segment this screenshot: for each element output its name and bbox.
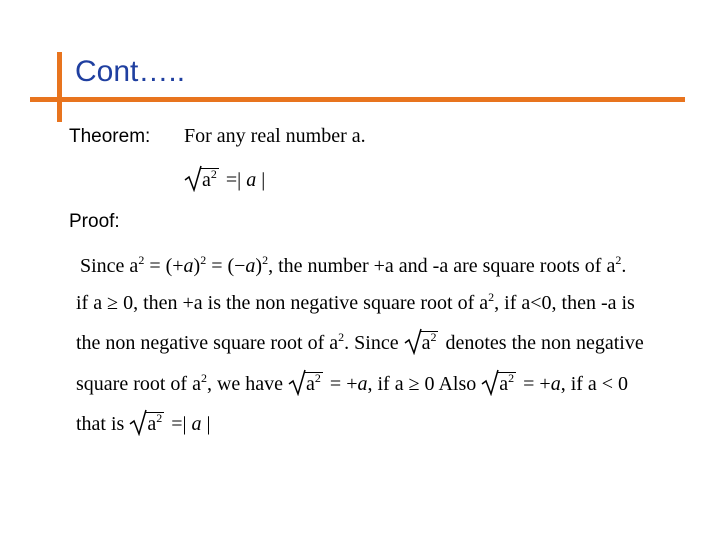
proof-label: Proof: <box>69 211 120 232</box>
text: . Since <box>344 332 404 354</box>
theorem-formula <box>184 168 265 192</box>
text: = + <box>518 373 551 395</box>
text: , if a ≥ 0 Also <box>367 373 482 395</box>
text: square root of a <box>76 373 201 395</box>
text: = (+ <box>144 255 184 277</box>
exponent: 2 <box>200 371 207 385</box>
text: , if a < 0 <box>560 373 629 395</box>
exponent: 2 <box>262 253 269 267</box>
accent-horizontal-bar <box>30 97 685 102</box>
theorem-close: | <box>261 169 266 191</box>
sqrt-symbol <box>481 372 516 396</box>
exponent: 2 <box>508 371 515 385</box>
text: denotes the non negative <box>440 332 644 354</box>
sqrt-symbol <box>288 372 323 396</box>
theorem-equals: =| <box>225 169 242 191</box>
theorem-label: Theorem: <box>69 126 151 147</box>
text: , the number +a and -a are square roots of a <box>268 255 616 277</box>
theorem-exponent: 2 <box>210 167 217 181</box>
text: = (− <box>206 255 246 277</box>
exponent: 2 <box>430 330 437 344</box>
theorem-rhs: a <box>246 169 257 191</box>
text: the non negative square root of a <box>76 332 339 354</box>
exponent: 2 <box>615 253 622 267</box>
variable: a <box>191 413 202 435</box>
text: ) <box>193 255 201 277</box>
exponent: 2 <box>488 290 495 304</box>
variable: a <box>550 373 561 395</box>
text: if a ≥ 0, then +a is the non negative square root of a <box>76 292 489 314</box>
sqrt-symbol <box>184 168 219 192</box>
sqrt-symbol <box>404 331 439 355</box>
text: that is <box>76 413 130 435</box>
radicand: a <box>499 373 509 395</box>
radicand: a <box>147 413 157 435</box>
text: | <box>201 413 211 435</box>
proof-line-1 <box>80 255 626 278</box>
text: = + <box>324 373 358 395</box>
text: , if a<0, then -a is <box>494 292 635 314</box>
variable: a <box>357 373 368 395</box>
text: . <box>621 255 627 277</box>
theorem-radicand: a <box>202 169 211 191</box>
proof-line-2 <box>76 292 635 315</box>
exponent: 2 <box>138 253 145 267</box>
accent-vertical-bar <box>57 52 62 122</box>
text: ) <box>255 255 263 277</box>
theorem-statement: For any real number a. <box>184 125 366 147</box>
exponent: 2 <box>156 411 163 425</box>
text: , we have <box>206 373 289 395</box>
exponent: 2 <box>314 371 321 385</box>
exponent: 2 <box>338 330 345 344</box>
slide-title: Cont….. <box>75 55 186 88</box>
text: =| <box>166 413 192 435</box>
radicand: a <box>421 332 431 354</box>
proof-line-4 <box>76 372 628 396</box>
sqrt-symbol <box>129 412 164 436</box>
variable: a <box>245 255 256 277</box>
radicand: a <box>306 373 315 395</box>
variable: a <box>183 255 194 277</box>
proof-line-5 <box>76 412 211 436</box>
proof-line-3 <box>76 331 644 355</box>
exponent: 2 <box>200 253 207 267</box>
text: Since a <box>80 255 139 277</box>
